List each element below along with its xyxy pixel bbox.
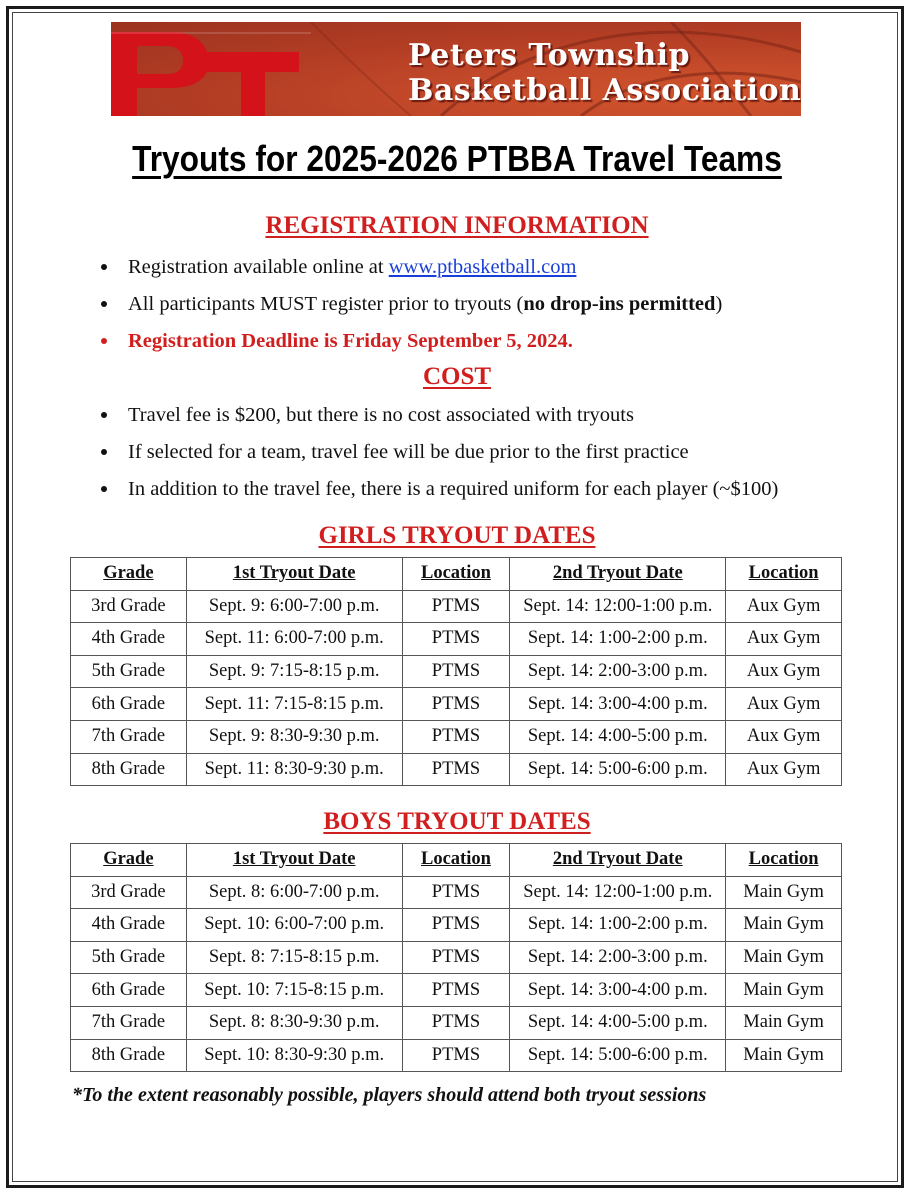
table-cell: 5th Grade	[71, 655, 187, 688]
table-cell: Sept. 14: 1:00-2:00 p.m.	[510, 909, 726, 942]
column-header: Grade	[71, 844, 187, 877]
column-header: Grade	[71, 558, 187, 591]
table-cell: PTMS	[402, 1039, 510, 1072]
table-cell: 7th Grade	[71, 1006, 187, 1039]
table-header-row	[71, 844, 842, 877]
table-row	[71, 909, 842, 942]
table-cell: Sept. 9: 6:00-7:00 p.m.	[186, 590, 402, 623]
table-cell: Sept. 14: 5:00-6:00 p.m.	[510, 1039, 726, 1072]
list-item: All participants MUST register prior to tryouts (no drop-ins permitted)	[98, 292, 722, 329]
table-cell: Sept. 10: 6:00-7:00 p.m.	[186, 909, 402, 942]
table-cell: 4th Grade	[71, 623, 187, 656]
registration-list	[98, 255, 722, 366]
table-cell: Sept. 10: 7:15-8:15 p.m.	[186, 974, 402, 1007]
table-cell: 7th Grade	[71, 720, 187, 753]
table-cell: Sept. 10: 8:30-9:30 p.m.	[186, 1039, 402, 1072]
table-cell: PTMS	[402, 688, 510, 721]
page-title: Tryouts for 2025-2026 PTBBA Travel Teams	[132, 138, 782, 179]
table-row	[71, 1006, 842, 1039]
table-cell: Main Gym	[726, 1006, 842, 1039]
table-row	[71, 1039, 842, 1072]
table-cell: PTMS	[402, 941, 510, 974]
column-header: Location	[402, 844, 510, 877]
table-cell: Sept. 11: 7:15-8:15 p.m.	[186, 688, 402, 721]
column-header: Location	[402, 558, 510, 591]
table-cell: Aux Gym	[726, 688, 842, 721]
boys-schedule-table	[70, 843, 842, 1072]
table-row	[71, 753, 842, 786]
table-cell: Sept. 14: 4:00-5:00 p.m.	[510, 720, 726, 753]
table-cell: Sept. 14: 3:00-4:00 p.m.	[510, 974, 726, 1007]
table-row	[71, 590, 842, 623]
list-item: Travel fee is $200, but there is no cost associated with tryouts	[98, 403, 778, 440]
table-cell: PTMS	[402, 623, 510, 656]
registration-heading: REGISTRATION INFORMATION	[265, 212, 649, 239]
org-name-line1: Peters Township	[408, 38, 691, 73]
table-cell: Sept. 11: 6:00-7:00 p.m.	[186, 623, 402, 656]
girls-schedule-table	[70, 557, 842, 786]
table-cell: Sept. 14: 12:00-1:00 p.m.	[510, 876, 726, 909]
table-row	[71, 688, 842, 721]
table-row	[71, 655, 842, 688]
website-link[interactable]: www.ptbasketball.com	[388, 256, 577, 278]
table-cell: PTMS	[402, 590, 510, 623]
table-row	[71, 974, 842, 1007]
table-cell: 3rd Grade	[71, 876, 187, 909]
table-row	[71, 876, 842, 909]
table-cell: PTMS	[402, 753, 510, 786]
table-cell: 6th Grade	[71, 974, 187, 1007]
table-row	[71, 623, 842, 656]
table-cell: PTMS	[402, 655, 510, 688]
table-cell: Aux Gym	[726, 655, 842, 688]
cost-list	[98, 403, 778, 514]
table-cell: PTMS	[402, 876, 510, 909]
table-cell: Main Gym	[726, 909, 842, 942]
table-row	[71, 720, 842, 753]
table-cell: 8th Grade	[71, 1039, 187, 1072]
table-cell: 5th Grade	[71, 941, 187, 974]
table-cell: Sept. 14: 12:00-1:00 p.m.	[510, 590, 726, 623]
table-cell: Main Gym	[726, 876, 842, 909]
header-banner	[111, 22, 801, 116]
table-cell: Sept. 8: 6:00-7:00 p.m.	[186, 876, 402, 909]
list-item: Registration available online at www.ptbasketball.com	[98, 255, 722, 292]
pt-logo	[111, 22, 311, 116]
table-cell: Sept. 11: 8:30-9:30 p.m.	[186, 753, 402, 786]
footnote: *To the extent reasonably possible, players should attend both tryout sessions	[72, 1084, 707, 1106]
column-header: Location	[726, 844, 842, 877]
table-cell: Main Gym	[726, 974, 842, 1007]
table-cell: Sept. 14: 4:00-5:00 p.m.	[510, 1006, 726, 1039]
column-header: 1st Tryout Date	[186, 844, 402, 877]
table-cell: PTMS	[402, 720, 510, 753]
table-cell: PTMS	[402, 909, 510, 942]
column-header: 2nd Tryout Date	[510, 844, 726, 877]
table-cell: Aux Gym	[726, 623, 842, 656]
table-cell: Sept. 14: 3:00-4:00 p.m.	[510, 688, 726, 721]
table-cell: Main Gym	[726, 1039, 842, 1072]
table-cell: PTMS	[402, 1006, 510, 1039]
table-cell: 8th Grade	[71, 753, 187, 786]
column-header: 2nd Tryout Date	[510, 558, 726, 591]
table-cell: 4th Grade	[71, 909, 187, 942]
girls-heading: GIRLS TRYOUT DATES	[318, 522, 596, 549]
table-cell: Sept. 8: 8:30-9:30 p.m.	[186, 1006, 402, 1039]
table-cell: 3rd Grade	[71, 590, 187, 623]
list-item: In addition to the travel fee, there is a required uniform for each player (~$100)	[98, 477, 778, 514]
table-cell: Sept. 8: 7:15-8:15 p.m.	[186, 941, 402, 974]
list-item: If selected for a team, travel fee will be due prior to the first practice	[98, 440, 778, 477]
cost-heading: COST	[422, 363, 492, 390]
table-cell: Aux Gym	[726, 720, 842, 753]
column-header: 1st Tryout Date	[186, 558, 402, 591]
table-cell: Sept. 14: 2:00-3:00 p.m.	[510, 941, 726, 974]
column-header: Location	[726, 558, 842, 591]
table-cell: PTMS	[402, 974, 510, 1007]
table-cell: 6th Grade	[71, 688, 187, 721]
table-cell: Sept. 9: 7:15-8:15 p.m.	[186, 655, 402, 688]
org-name-line2: Basketball Association	[408, 73, 801, 108]
table-header-row	[71, 558, 842, 591]
table-cell: Aux Gym	[726, 753, 842, 786]
table-row	[71, 941, 842, 974]
table-cell: Sept. 14: 1:00-2:00 p.m.	[510, 623, 726, 656]
deadline-item: Registration Deadline is Friday September 5, 2024.	[98, 329, 722, 366]
table-cell: Sept. 14: 2:00-3:00 p.m.	[510, 655, 726, 688]
table-cell: Aux Gym	[726, 590, 842, 623]
boys-heading: BOYS TRYOUT DATES	[323, 808, 591, 835]
table-cell: Sept. 9: 8:30-9:30 p.m.	[186, 720, 402, 753]
table-cell: Main Gym	[726, 941, 842, 974]
table-cell: Sept. 14: 5:00-6:00 p.m.	[510, 753, 726, 786]
